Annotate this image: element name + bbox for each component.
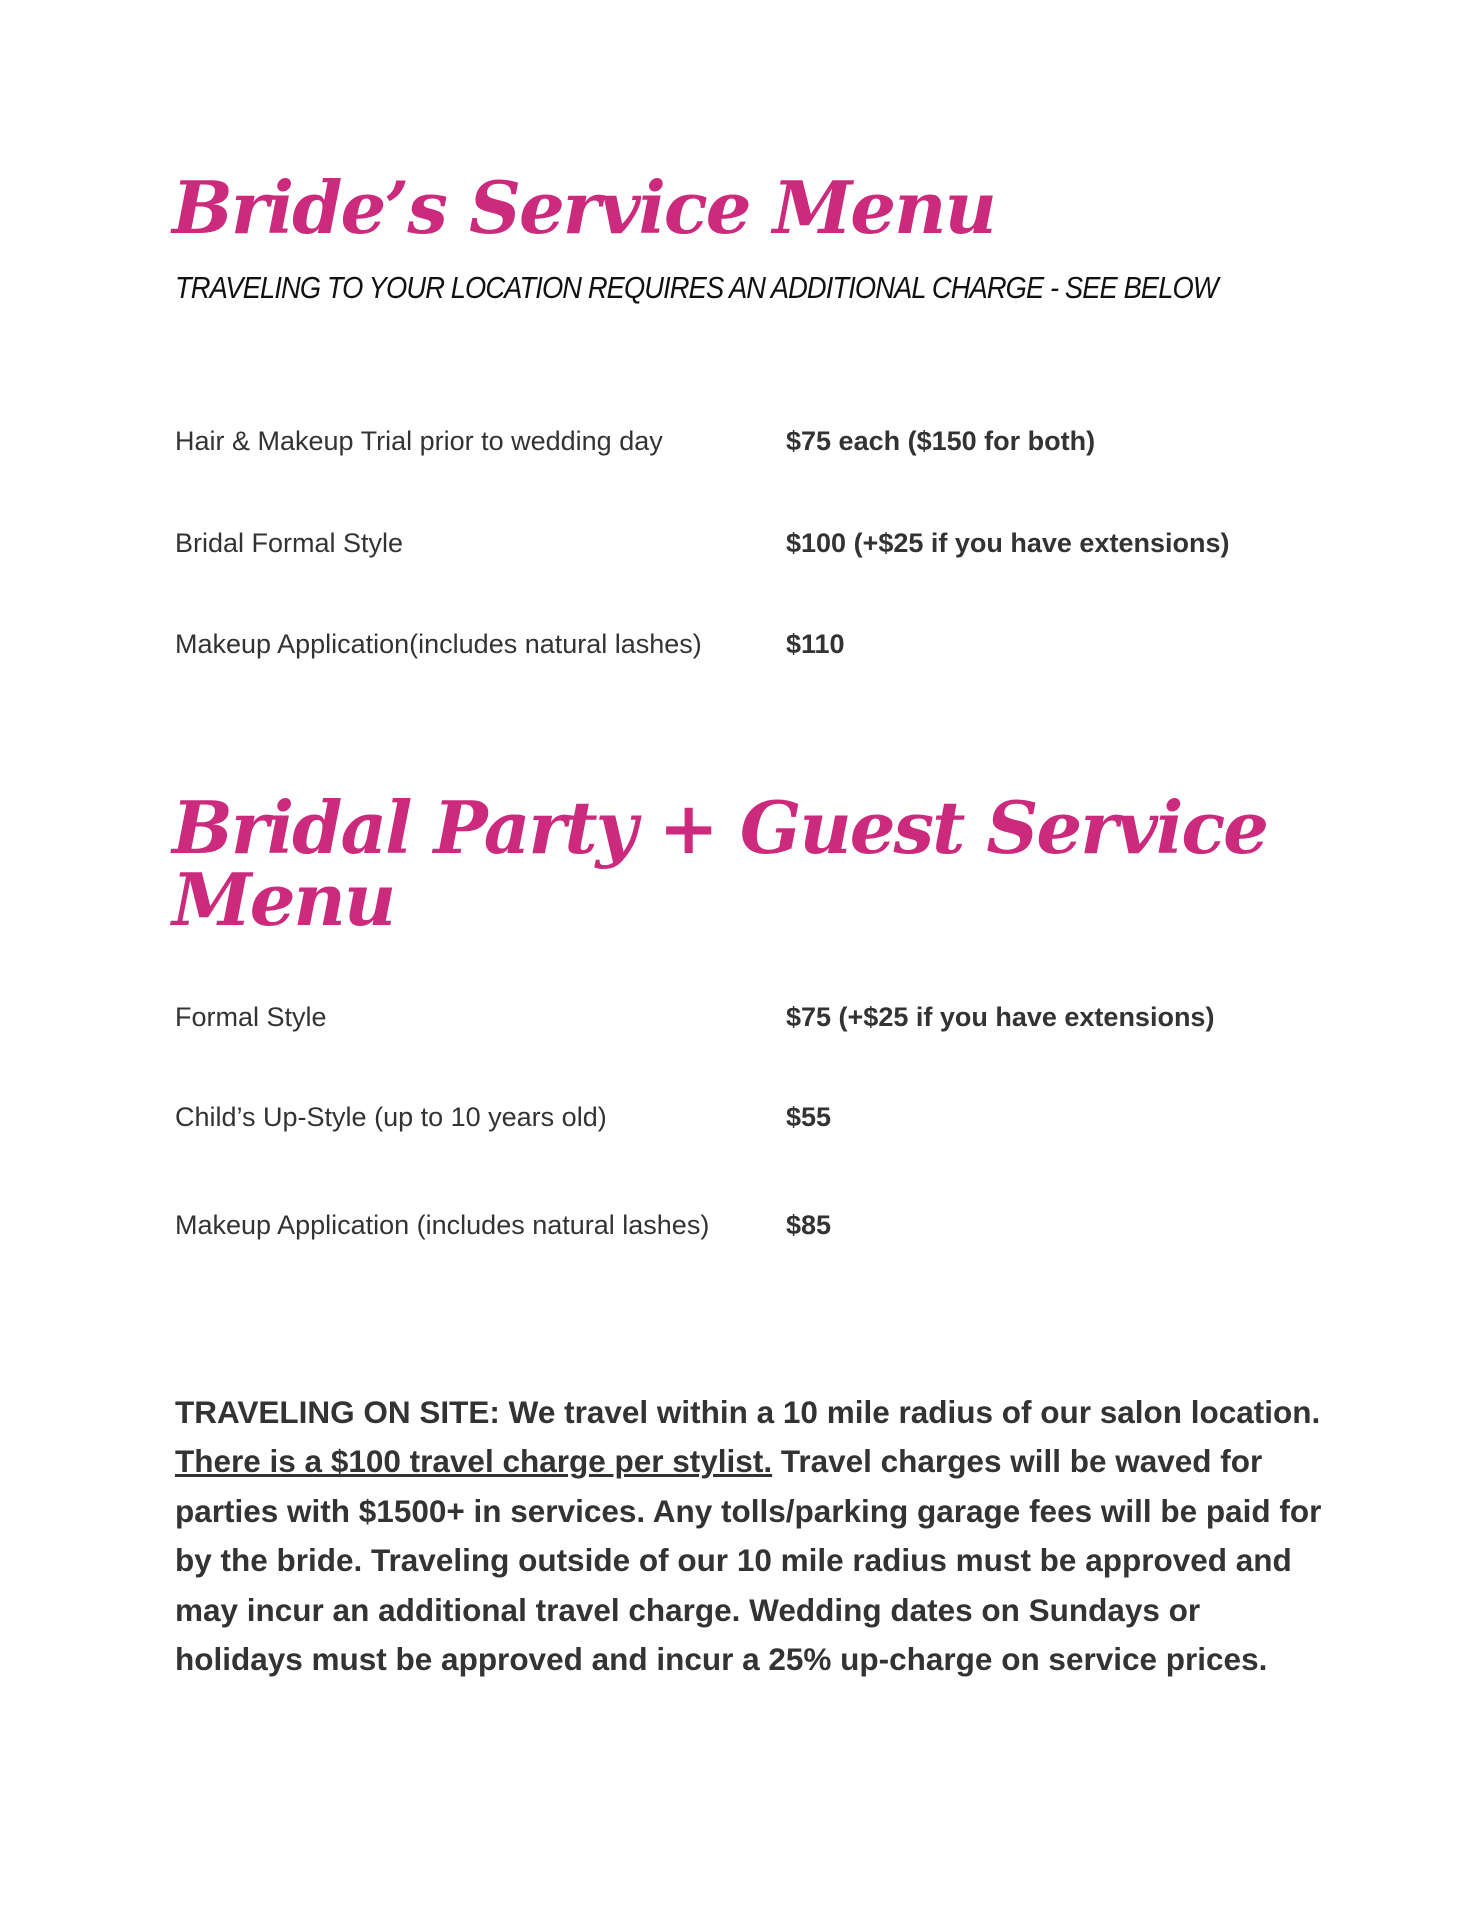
service-name: Child’s Up-Style (up to 10 years old): [175, 1102, 607, 1132]
service-price: $75 (+$25 if you have extensions): [786, 1002, 1215, 1032]
service-name: Hair & Makeup Trial prior to wedding day: [175, 426, 663, 456]
service-name: Makeup Application (includes natural lashes): [175, 1210, 710, 1240]
service-name: Makeup Application(includes natural lashes): [175, 629, 702, 659]
travel-note-lead: TRAVELING ON SITE: We travel within a 10 mile radius of our salon location.: [175, 1394, 1321, 1430]
travel-note-rest: Travel charges will be waved for parties with $1500+ in services. Any tolls/parking garage fees will be paid for by the bride. Traveling outside of our 10 mile radius must be approved and may incur an additional travel charge. Wedding dates on Sundays or holidays must be approved and incur a 25% up-charge on service prices.: [175, 1443, 1322, 1678]
service-price: $75 each ($150 for both): [786, 426, 1096, 456]
service-price: $110: [786, 629, 845, 659]
brides-menu-title: Bride’s Service Menu: [172, 165, 995, 250]
service-name: Bridal Formal Style: [175, 528, 404, 558]
service-price: $55: [786, 1102, 832, 1132]
travel-charge-subtitle: TRAVELING TO YOUR LOCATION REQUIRES AN ADDITIONAL CHARGE - SEE BELOW: [175, 270, 1218, 305]
service-price: $85: [786, 1210, 832, 1240]
service-price: $100 (+$25 if you have extensions): [786, 528, 1230, 558]
travel-note: [175, 1388, 1325, 1684]
party-menu-title: Bridal Party + Guest Service Menu: [172, 785, 1267, 942]
service-name: Formal Style: [175, 1002, 327, 1032]
travel-charge-underlined: There is a $100 travel charge per stylist.: [175, 1443, 773, 1480]
